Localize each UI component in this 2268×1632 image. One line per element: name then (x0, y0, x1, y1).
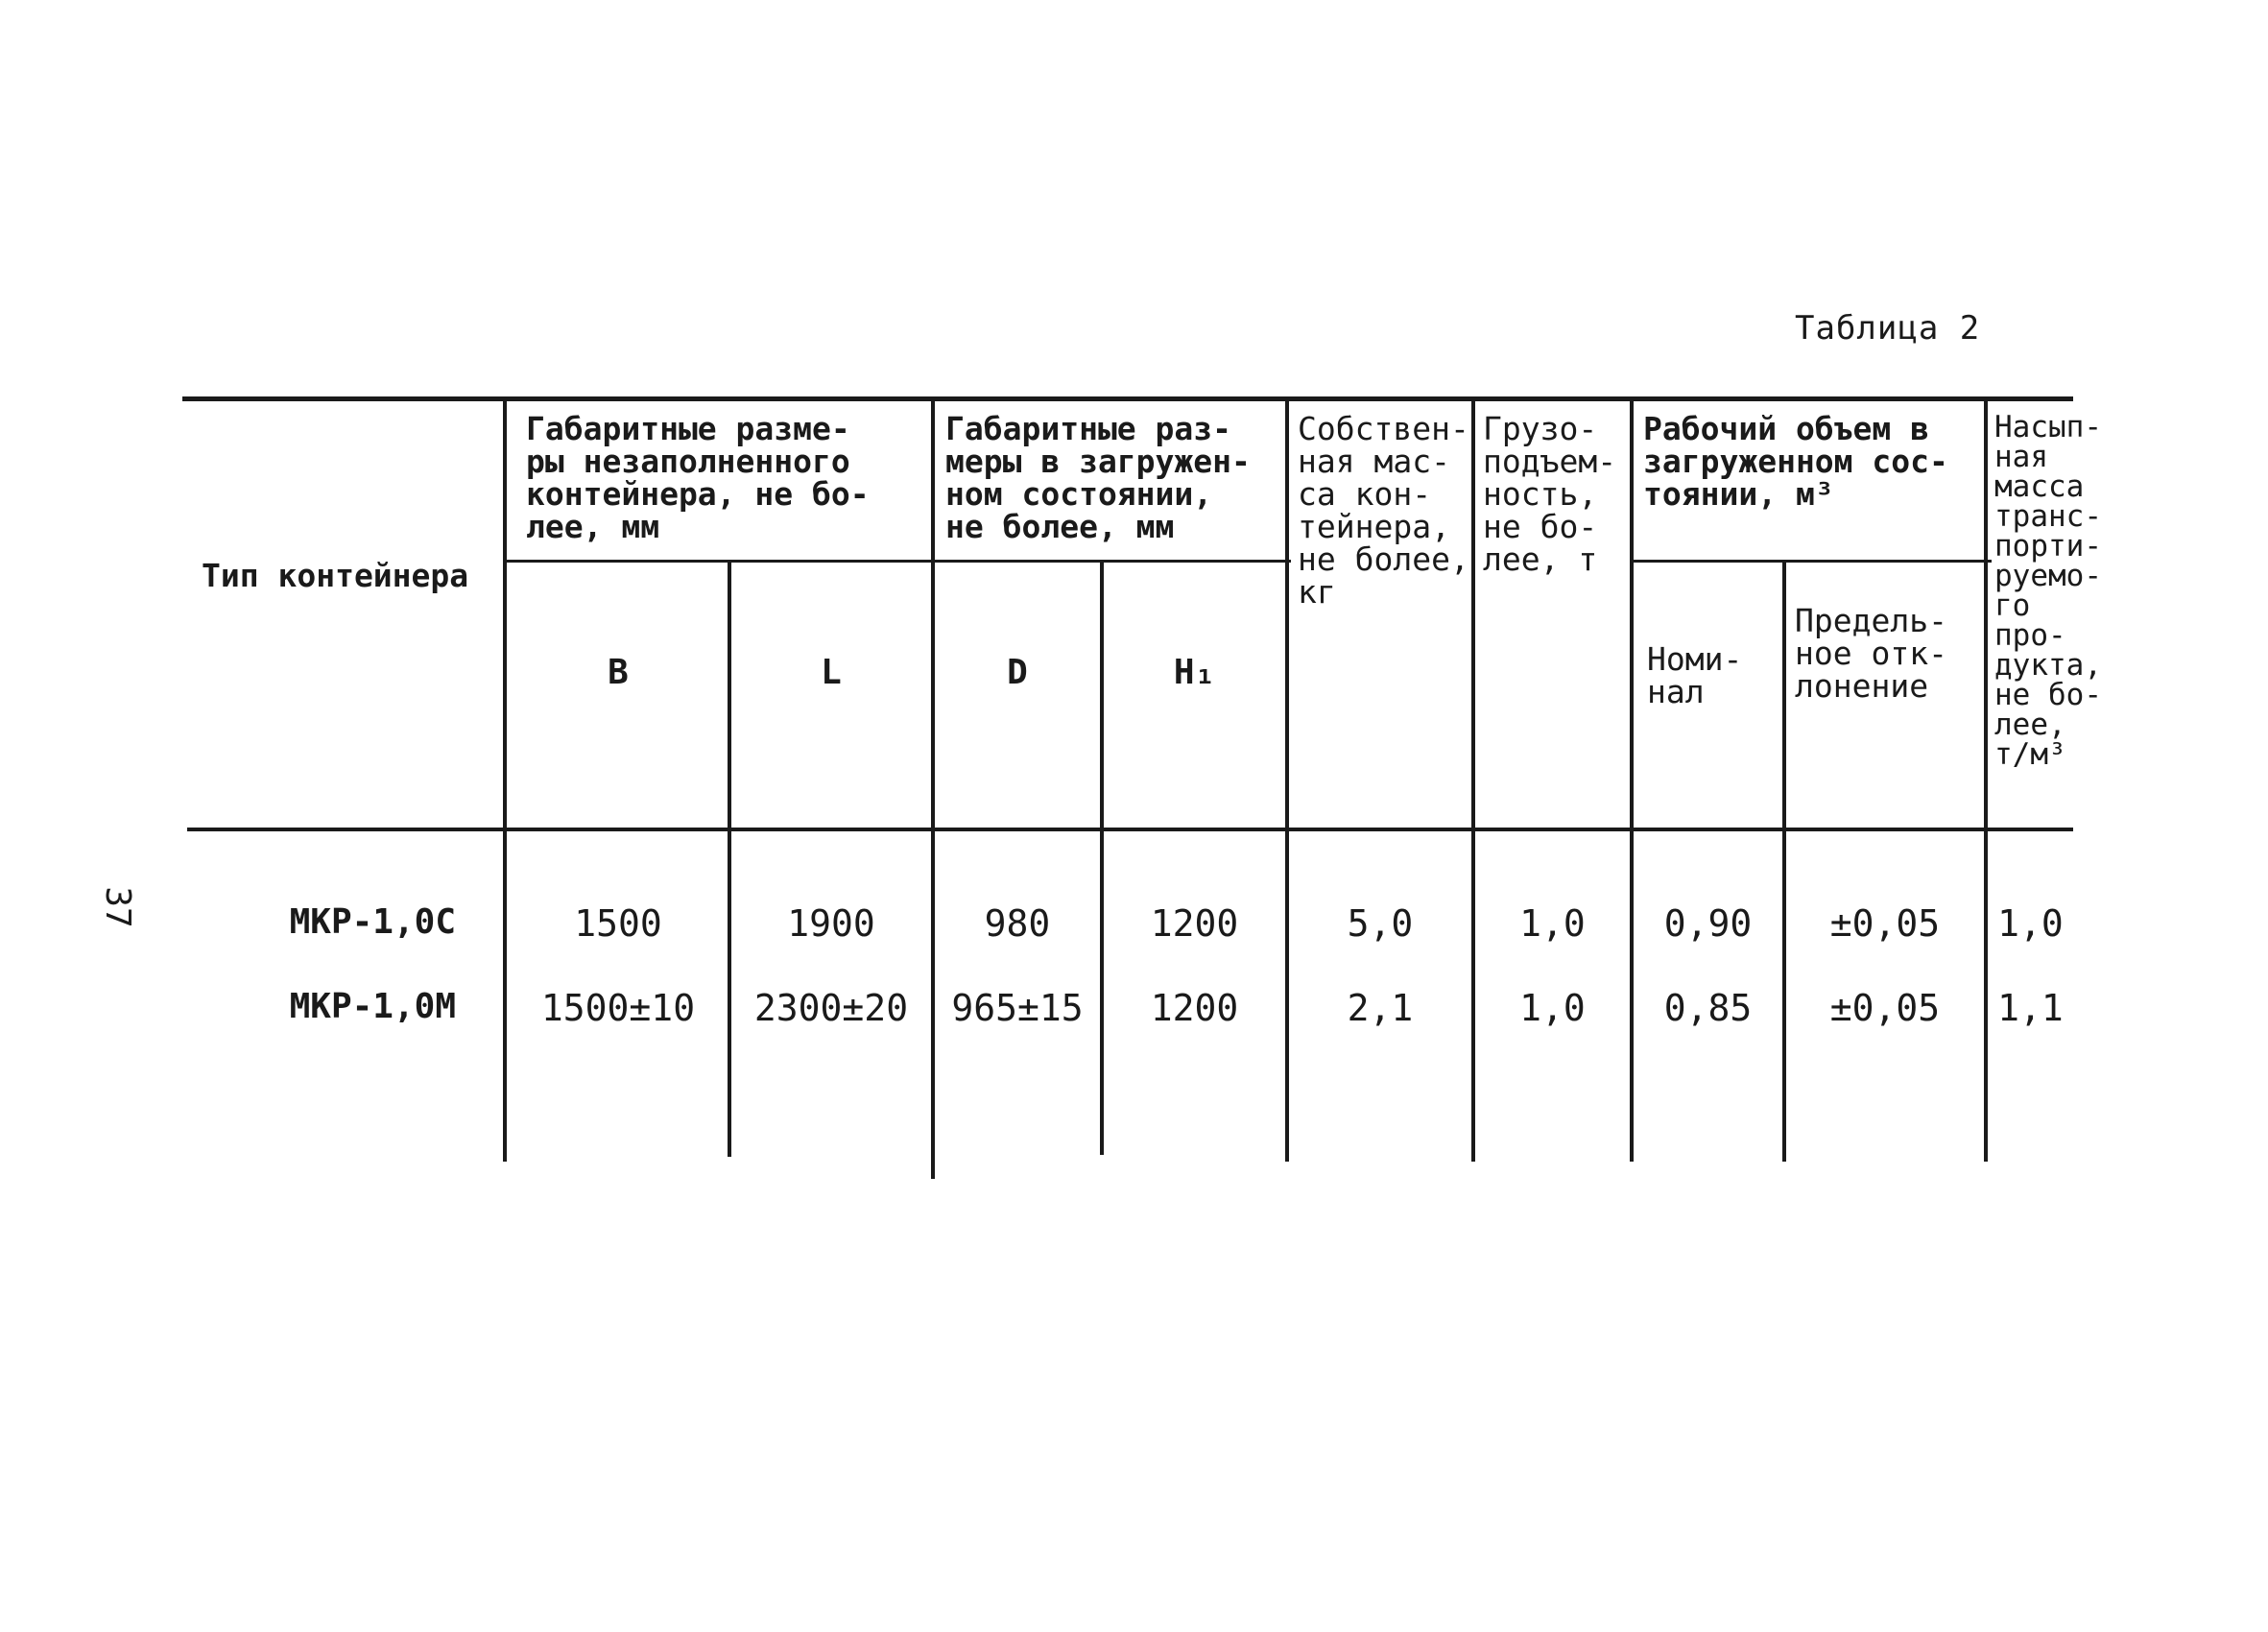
row-2-B: 1500±10 (540, 987, 696, 1029)
row-1-type: МКР-1,0С (289, 902, 456, 942)
subheader-nominal: Номи- нал (1647, 640, 1743, 710)
header-capacity: Грузо- подъем- ность, не бо- лее, т (1483, 410, 1617, 578)
row-1-H1: 1200 (1150, 902, 1239, 945)
row-2-own-mass: 2,1 (1347, 987, 1414, 1029)
row-1-deviation: ±0,05 (1829, 902, 1941, 945)
row-1-L: 1900 (787, 902, 875, 945)
row-2-bulk-mass: 1,1 (1997, 987, 2064, 1029)
header-container-type: Тип контейнера (202, 557, 469, 594)
row-2-deviation: ±0,05 (1829, 987, 1941, 1029)
col-divider-5 (1285, 396, 1289, 1162)
row-1-capacity: 1,0 (1519, 902, 1586, 945)
col-divider-6 (1471, 396, 1475, 1162)
page-number: 37 (98, 886, 137, 928)
header-group-rule-1 (504, 560, 1291, 563)
table-top-rule (182, 396, 2073, 401)
header-own-mass: Собствен- ная мас- са кон- тейнера, не более, кг (1298, 410, 1469, 611)
row-2-L: 2300±20 (753, 987, 909, 1029)
col-divider-8 (1782, 560, 1786, 1162)
col-divider-1 (503, 396, 507, 1162)
subheader-H1: H₁ (1173, 653, 1216, 692)
header-working-volume: Рабочий объем в загруженном сос- тоянии, м³ (1643, 410, 1948, 513)
row-2-nominal: 0,85 (1663, 987, 1753, 1029)
row-1-D: 980 (984, 902, 1051, 945)
row-2-H1: 1200 (1150, 987, 1239, 1029)
row-1-B: 1500 (574, 902, 662, 945)
subheader-B: B (608, 653, 629, 692)
subheader-L: L (821, 653, 842, 692)
row-2-D: 965±15 (951, 987, 1084, 1029)
subheader-deviation: Предель- ное отк- лонение (1795, 602, 1947, 705)
row-1-bulk-mass: 1,0 (1997, 902, 2064, 945)
header-group-rule-2 (1632, 560, 1992, 563)
row-2-capacity: 1,0 (1519, 987, 1586, 1029)
col-divider-9 (1984, 396, 1988, 1162)
col-divider-2 (728, 560, 731, 1157)
row-1-own-mass: 5,0 (1347, 902, 1414, 945)
col-divider-3 (931, 396, 935, 1179)
header-bottom-rule (187, 828, 2073, 831)
col-divider-4 (1100, 560, 1104, 1155)
header-unfilled-dimensions: Габаритные разме- ры незаполненного контейнера, не бо- лее, мм (526, 410, 870, 545)
col-divider-7 (1630, 396, 1634, 1162)
header-loaded-dimensions: Габаритные раз- меры в загружен- ном состоянии, не более, мм (945, 410, 1251, 545)
row-2-type: МКР-1,0М (289, 987, 456, 1026)
table-label: Таблица 2 (1795, 309, 1981, 348)
row-1-nominal: 0,90 (1663, 902, 1753, 945)
subheader-D: D (1007, 653, 1028, 692)
header-bulk-mass: Насып- ная масса транс- порти- руемо- го про- дукта, не бо- лее, т/м³ (1994, 410, 2102, 772)
